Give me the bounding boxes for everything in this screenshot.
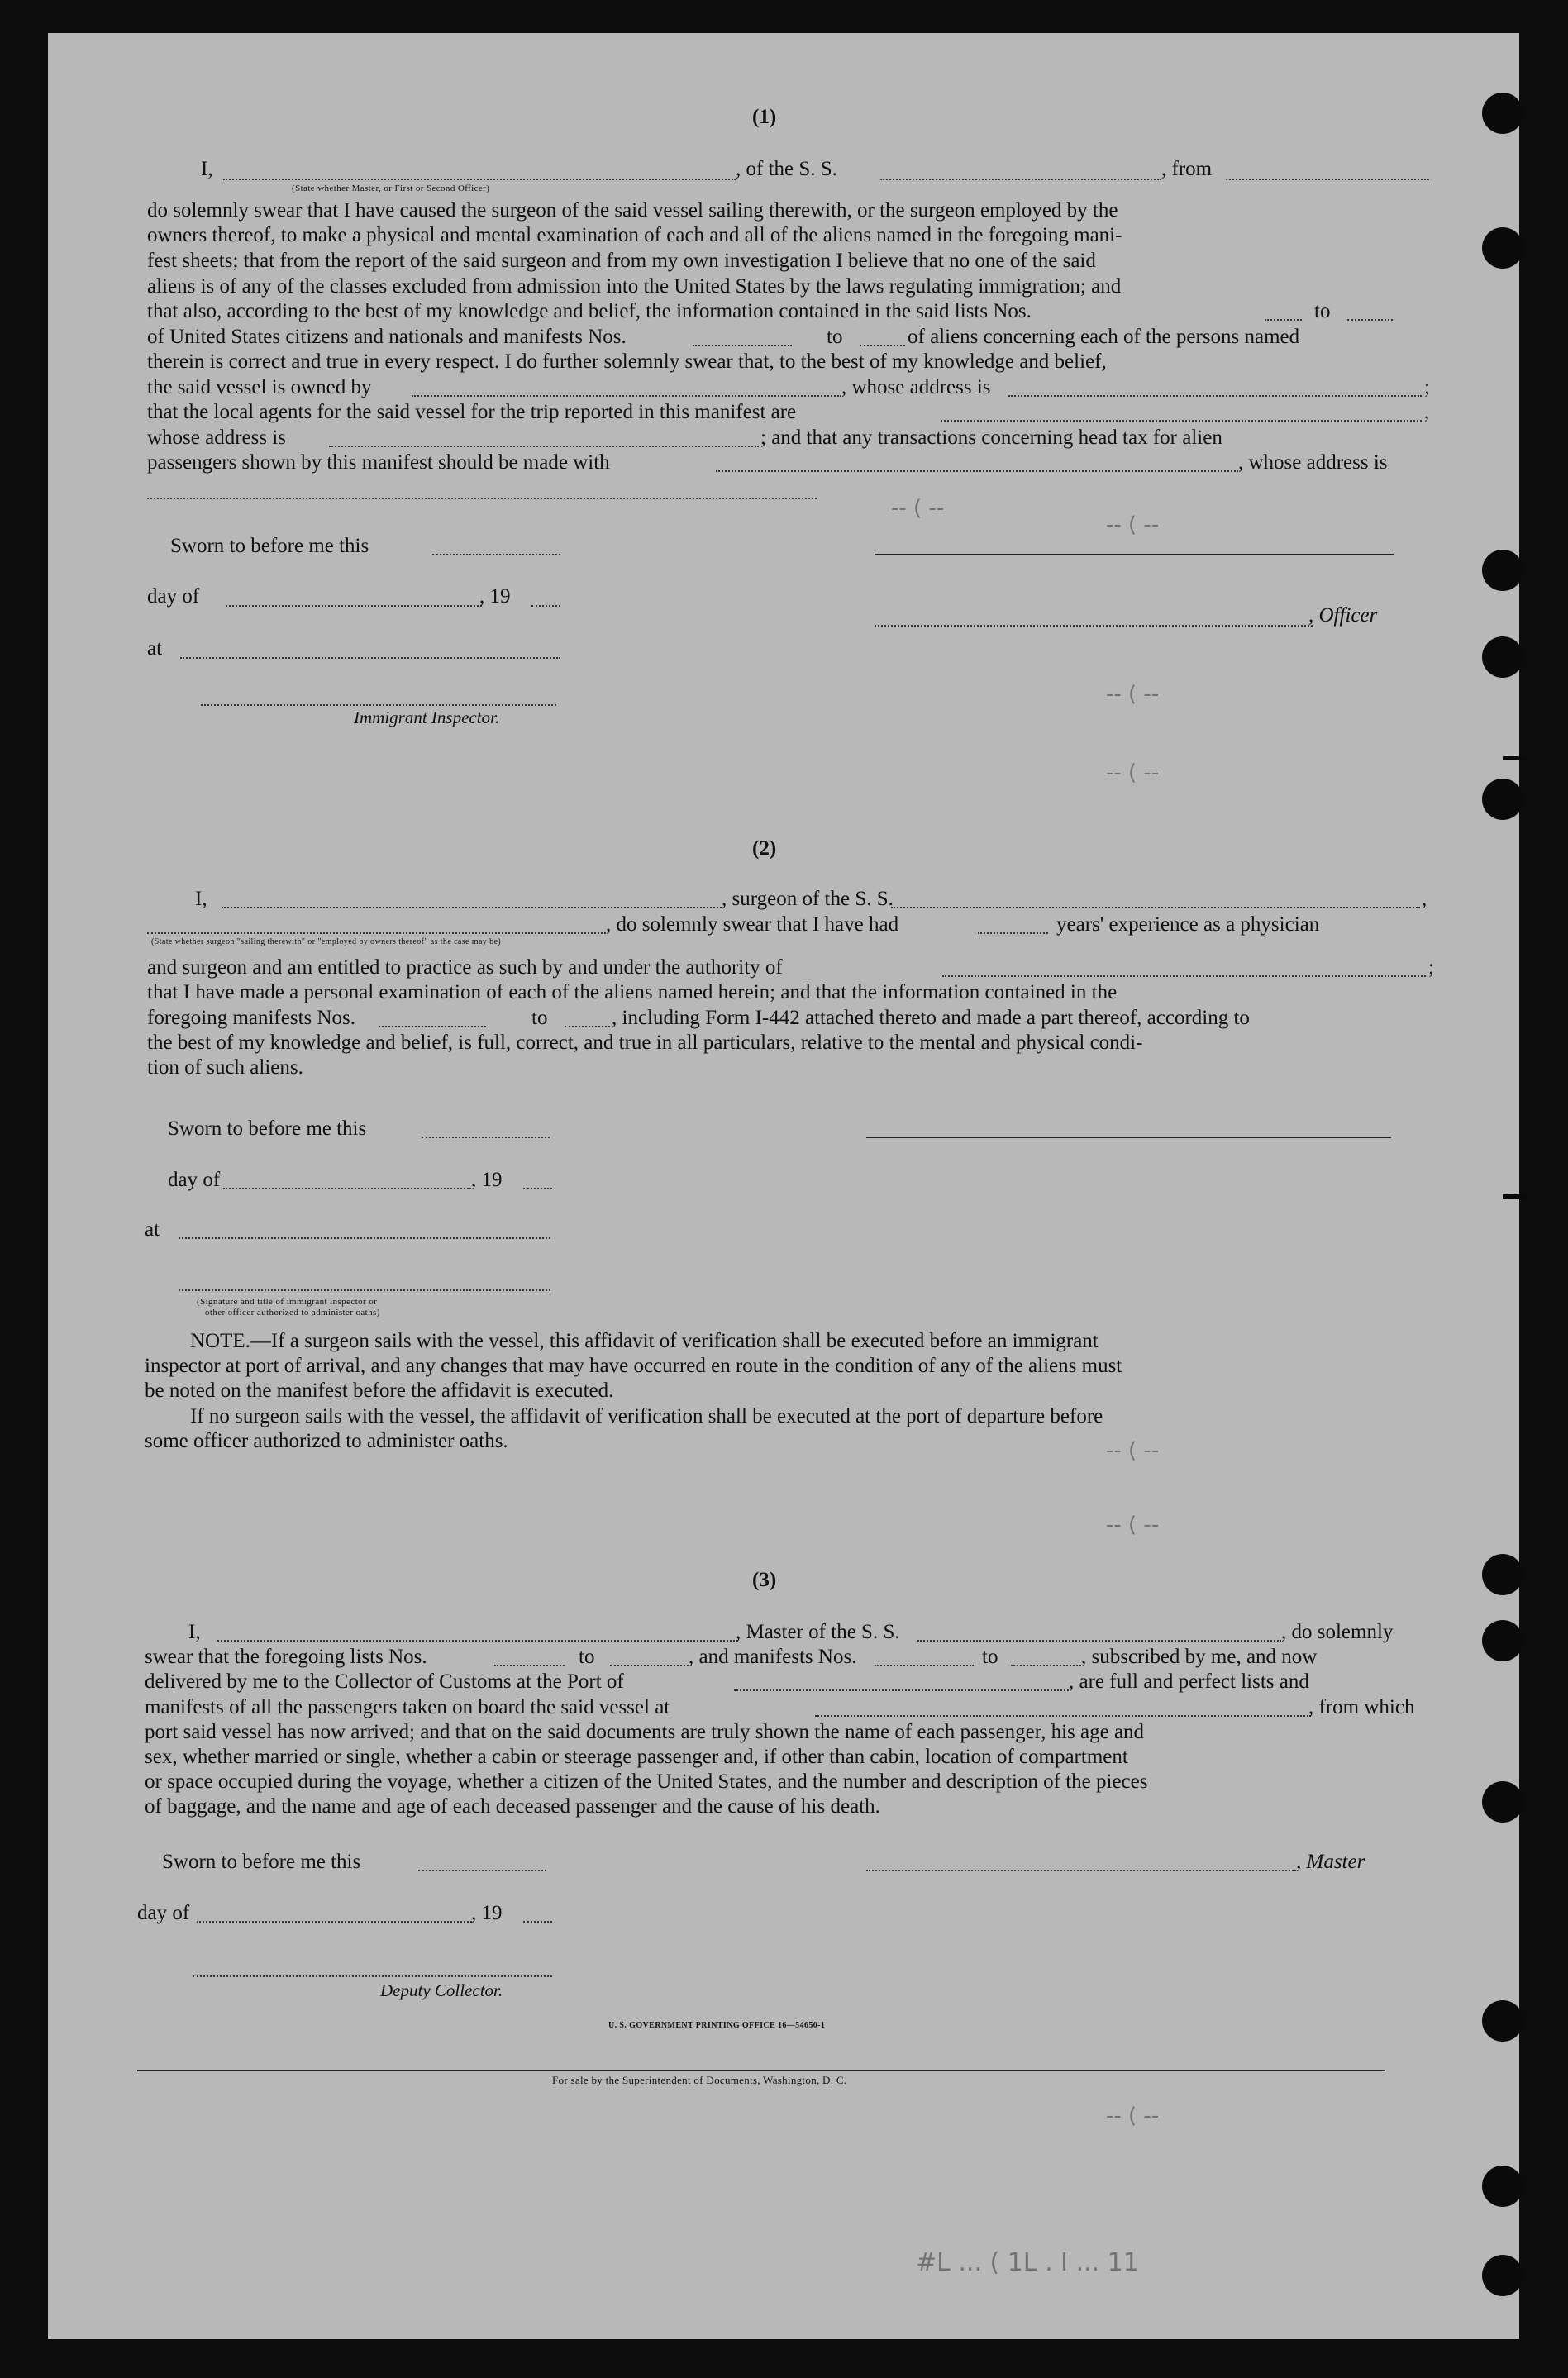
punch-hole <box>1482 636 1523 678</box>
s2-authority-blank <box>942 975 1426 977</box>
s3-day-of: day of <box>137 1902 190 1924</box>
s3-name-blank <box>217 1640 738 1642</box>
punch-hole <box>1482 1620 1523 1661</box>
footer-rule <box>137 2070 1385 2071</box>
bleed-through-mark: -- ( -- <box>1106 682 1160 707</box>
punch-hole <box>1482 2166 1523 2207</box>
s2-year-blank <box>523 1188 552 1189</box>
bleed-through-mark: -- ( -- <box>891 496 945 521</box>
s3-l2c: , and manifests Nos. <box>689 1646 857 1668</box>
section1-heading: (1) <box>752 106 777 128</box>
punch-hole <box>1482 1781 1523 1823</box>
s1-head-tax-blank <box>716 470 1238 472</box>
punch-hole <box>1482 779 1523 820</box>
s1-p8b: , whose address is <box>841 376 991 398</box>
s2-l6: the best of my knowledge and belief, is full, correct, and true in all particulars, relative to the mental and physical condi- <box>147 1032 1143 1054</box>
s1-p1: do solemnly swear that I have caused the surgeon of the said vessel sailing therewith, or the surgeon employed by the <box>147 199 1118 222</box>
punch-hole <box>1482 550 1523 591</box>
s2-l3: and surgeon and am entitled to practice as such by and under the authority of <box>147 956 783 979</box>
s1-officer: , Officer <box>1308 604 1378 627</box>
s1-p9b: , <box>1424 401 1430 423</box>
punch-hole <box>1482 93 1523 134</box>
s1-from-blank <box>1226 179 1429 180</box>
form-page <box>48 33 1519 2339</box>
s2-sig-caption-1: (Signature and title of immigrant inspector or <box>197 1297 378 1307</box>
s1-sworn-blank <box>432 554 560 555</box>
bleed-through-mark: -- ( -- <box>1106 760 1160 785</box>
s3-l1-end: , do solemnly <box>1281 1621 1394 1643</box>
section3-heading: (3) <box>752 1569 777 1591</box>
s1-p6b: to <box>827 326 843 348</box>
s3-year: , 19 <box>471 1902 503 1924</box>
s2-note5: some officer authorized to administer oaths. <box>145 1430 508 1452</box>
s1-year: , 19 <box>479 585 511 608</box>
section2-heading: (2) <box>752 837 777 860</box>
s3-i: I, <box>188 1621 201 1643</box>
sale-notice: For sale by the Superintendent of Documents, Washington, D. C. <box>552 2074 847 2086</box>
s2-manifest-from-blank <box>379 1026 486 1027</box>
s1-officer-sig-blank <box>875 625 1313 627</box>
s1-p2: owners thereof, to make a physical and mental examination of each and all of the aliens named in the foregoing mani- <box>147 224 1122 246</box>
s2-signature-line <box>866 1137 1391 1138</box>
s1-p10a: whose address is <box>147 427 287 449</box>
s1-p4: aliens is of any of the classes excluded from admission into the United States by the laws regulating immigration; and <box>147 275 1122 298</box>
s2-capacity-blank <box>147 932 606 934</box>
s1-p8a: the said vessel is owned by <box>147 376 372 398</box>
s1-p5a: that also, according to the best of my knowledge and belief, the information contained in the said lists Nos. <box>147 300 1032 322</box>
s2-vessel-blank <box>891 907 1420 908</box>
s2-l4: that I have made a personal examination of each of the aliens named herein; and that the information contained in the <box>147 981 1118 1003</box>
s1-p3: fest sheets; that from the report of the said surgeon and from my own investigation I believe that no one of the said <box>147 250 1096 272</box>
s2-note3: be noted on the manifest before the affidavit is executed. <box>145 1380 614 1402</box>
s1-sworn: Sworn to before me this <box>170 535 369 557</box>
s2-l5c: , including Form I-442 attached thereto and made a part thereof, according to <box>612 1007 1250 1029</box>
s1-p5b: to <box>1314 300 1331 322</box>
s1-p8c: ; <box>1424 376 1430 398</box>
s1-i: I, <box>201 158 213 180</box>
s2-l3-end: ; <box>1428 956 1434 979</box>
s2-years-blank <box>978 932 1048 934</box>
s1-p6c: of aliens concerning each of the persons named <box>908 326 1300 348</box>
s2-sworn-blank <box>422 1137 550 1138</box>
s3-l6: sex, whether married or single, whether a cabin or steerage passenger and, if other than cabin, location of compartment <box>145 1746 1128 1768</box>
s1-p10b: ; and that any transactions concerning head tax for alien <box>760 427 1222 449</box>
punch-hole <box>1482 2255 1523 2296</box>
s1-manifest-from-blank <box>693 345 792 346</box>
s3-l3a: delivered by me to the Collector of Customs at the Port of <box>145 1670 624 1693</box>
s3-l5: port said vessel has now arrived; and that on the said documents are truly shown the name of each passenger, his age and <box>145 1721 1145 1743</box>
s1-year-blank <box>531 605 560 607</box>
s1-at-blank <box>180 657 560 659</box>
s2-sworn: Sworn to before me this <box>168 1118 367 1140</box>
edge-mark <box>1503 756 1527 760</box>
s1-inspector: Immigrant Inspector. <box>354 708 500 727</box>
s1-agents-blank <box>941 420 1422 422</box>
edge-mark <box>1503 1194 1527 1199</box>
s2-day-of: day of <box>168 1169 221 1191</box>
s2-manifest-to-blank <box>565 1026 610 1027</box>
punch-hole <box>1482 1554 1523 1595</box>
s2-day-blank <box>223 1188 471 1189</box>
punch-hole <box>1482 2000 1523 2042</box>
s3-embark-blank <box>815 1715 1311 1717</box>
s1-manifest-to-blank <box>860 345 905 346</box>
s1-p11a: passengers shown by this manifest should be made with <box>147 451 610 474</box>
s1-list-to-blank <box>1347 319 1393 321</box>
s2-at-blank <box>179 1237 550 1239</box>
s2-note4: If no surgeon sails with the vessel, the affidavit of verification shall be executed at the port of departure before <box>190 1405 1103 1427</box>
s2-l5a: foregoing manifests Nos. <box>147 1007 356 1029</box>
s1-head-tax-address-blank <box>147 498 817 499</box>
s2-note1: NOTE.—If a surgeon sails with the vessel, this affidavit of verification shall be executed before an immigrant <box>190 1330 1099 1352</box>
s3-sworn-blank <box>418 1870 546 1871</box>
s1-of-ss: , of the S. S. <box>736 158 837 180</box>
s1-p7: therein is correct and true in every respect. I do further solemnly swear that, to the best of my knowledge and belief, <box>147 350 1107 373</box>
s3-l8: of baggage, and the name and age of each deceased passenger and the cause of his death. <box>145 1795 880 1818</box>
s3-day-blank <box>197 1921 472 1923</box>
s3-master-sig-blank <box>866 1870 1296 1871</box>
s2-at: at <box>145 1218 160 1241</box>
s2-surgeon: , surgeon of the S. S. <box>722 888 894 910</box>
s3-l4a: manifests of all the passengers taken on board the said vessel at <box>145 1696 670 1718</box>
s1-caption: (State whether Master, or First or Second Officer) <box>292 183 490 193</box>
s2-caption: (State whether surgeon "sailing therewith" or "employed by owners thereof" as the case may be) <box>151 937 502 946</box>
s1-owner-address-blank <box>1008 395 1422 397</box>
s3-manifest-from-blank <box>875 1665 974 1666</box>
s3-l4b: , from which <box>1308 1696 1415 1718</box>
s1-day-blank <box>226 605 482 607</box>
gpo-imprint: U. S. GOVERNMENT PRINTING OFFICE 16—54650-1 <box>608 2021 826 2030</box>
s1-day-of: day of <box>147 585 200 608</box>
s1-signature-line-top <box>875 554 1394 555</box>
s3-master-of: , Master of the S. S. <box>736 1621 900 1643</box>
s1-owner-blank <box>412 395 841 397</box>
bleed-through-mark: -- ( -- <box>1106 2104 1160 2128</box>
s2-name-blank <box>222 907 722 908</box>
s1-p11b: , whose address is <box>1238 451 1388 474</box>
s2-sig-caption-2: other officer authorized to administer oaths) <box>205 1308 380 1318</box>
s2-years: years' experience as a physician <box>1056 913 1320 936</box>
s3-deputy-sig-blank <box>193 1975 552 1977</box>
s2-year: , 19 <box>471 1169 503 1191</box>
s3-l2e: , subscribed by me, and now <box>1081 1646 1318 1668</box>
s1-agents-address-blank <box>329 446 759 447</box>
s1-list-from-blank <box>1265 319 1302 321</box>
s1-vessel-blank <box>880 179 1161 180</box>
s2-swear: , do solemnly swear that I have had <box>606 913 899 936</box>
s1-officer-title-blank <box>223 179 736 180</box>
s2-inspector-sig-blank <box>179 1289 550 1291</box>
s2-i: I, <box>195 888 207 910</box>
s2-l5b: to <box>531 1007 548 1029</box>
s3-l2a: swear that the foregoing lists Nos. <box>145 1646 427 1668</box>
punch-hole <box>1482 227 1523 269</box>
s3-l2d: to <box>982 1646 998 1668</box>
s3-list-to-blank <box>610 1665 689 1666</box>
s1-at: at <box>147 637 163 660</box>
bleed-through-mark: -- ( -- <box>1106 1513 1160 1537</box>
s3-port-blank <box>734 1689 1069 1691</box>
s3-l3b: , are full and perfect lists and <box>1069 1670 1309 1693</box>
s3-l7: or space occupied during the voyage, whether a citizen of the United States, and the number and description of the pieces <box>145 1770 1148 1793</box>
s3-year-blank <box>523 1921 552 1923</box>
s3-deputy: Deputy Collector. <box>380 1980 503 2000</box>
s3-master: , Master <box>1296 1851 1365 1873</box>
s1-p9a: that the local agents for the said vessel for the trip reported in this manifest are <box>147 401 797 423</box>
s2-l7: tion of such aliens. <box>147 1056 303 1079</box>
s2-l1-end: , <box>1422 888 1427 910</box>
s3-manifest-to-blank <box>1011 1665 1081 1666</box>
s3-list-from-blank <box>494 1665 565 1666</box>
bleed-through-mark: -- ( -- <box>1106 1438 1160 1463</box>
s3-vessel-blank <box>917 1640 1281 1642</box>
bleed-through-mark: #L ... ( 1L . I ... 11 <box>916 2248 1139 2277</box>
s3-l2b: to <box>579 1646 595 1668</box>
s1-p6a: of United States citizens and nationals and manifests Nos. <box>147 326 627 348</box>
bleed-through-mark: -- ( -- <box>1106 512 1160 537</box>
s1-from: , from <box>1161 158 1213 180</box>
s3-sworn: Sworn to before me this <box>162 1851 361 1873</box>
s2-note2: inspector at port of arrival, and any changes that may have occurred en route in the condition of any of the aliens must <box>145 1355 1122 1377</box>
